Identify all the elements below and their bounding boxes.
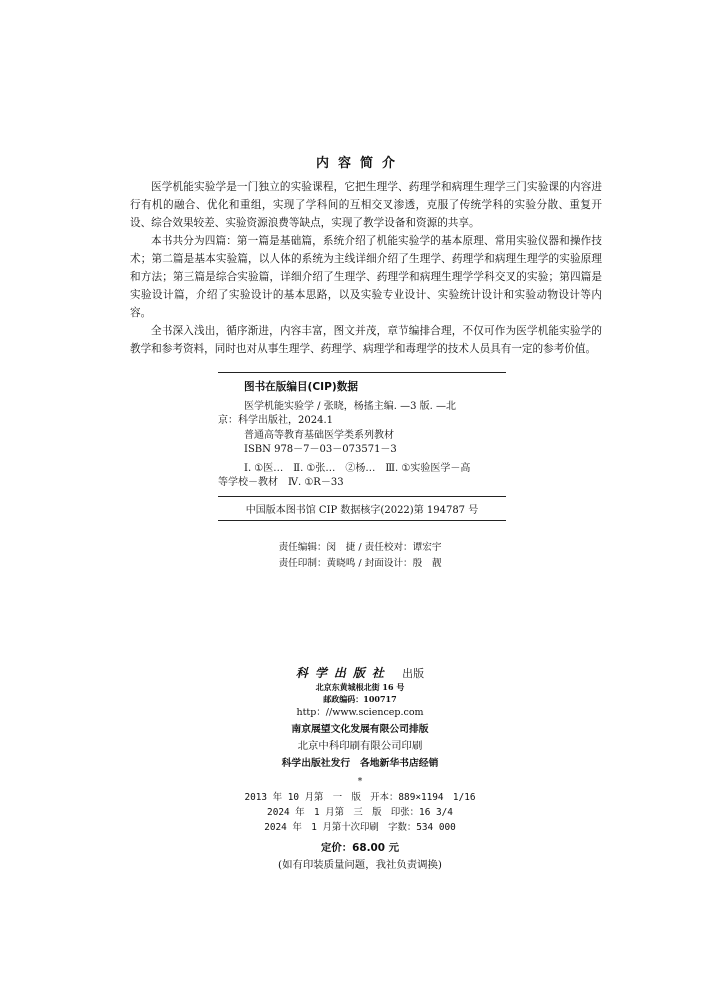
edition-row: 2024 年 1 月第十次印刷 字数：534 000 (264, 822, 456, 833)
separator-star: * (357, 777, 363, 787)
cip-line: 普通高等教育基础医学类系列教材 (244, 429, 394, 441)
cip-block (218, 372, 506, 521)
intro-paragraph: 全书深入浅出，循序渐进，内容丰富，图文并茂，章节编排合理，不仅可作为医学机能实验学的教学和参考资料，同时也对从事生理学、药理学、病理学和毒理学的技术人员具有一定的参考价值。 (130, 325, 602, 355)
printer: 北京中科印刷有限公司印刷 (297, 740, 423, 752)
price: 定价：68.00 元 (320, 842, 400, 854)
cip-mid-rule (218, 496, 506, 497)
intro-text (130, 178, 602, 358)
typesetter: 南京展望文化发展有限公司排版 (291, 724, 429, 735)
cip-number: 中国版本图书馆 CIP 数据核字(2022)第 194787 号 (245, 505, 479, 517)
intro-paragraph: 本书共分为四篇：第一篇是基础篇，系统介绍了机能实验学的基本原理、常用实验仪器和操作技术；第二篇是基本实验篇，以人体的系统为主线详细介绍了生理学、药理学和病理生理学的实验原理和方法；第三篇是综合实验篇，详细介绍了生理学、药理学和病理生理学学科交叉的实验；第四篇是实验设计篇，介绍了实验设计的基本思路，以及实验专业设计、实验统计设计和实验动物设计等内容。 (130, 235, 602, 319)
credits-line: 责任编辑：闵 捷 / 责任校对：谭宏宇 (278, 542, 442, 553)
cip-top-rule (218, 372, 506, 373)
cip-line: Ⅰ. ①医… Ⅱ. ①张… ②杨… Ⅲ. ①实验医学－高 (244, 462, 471, 474)
credits (0, 540, 720, 572)
distributor: 科学出版社发行 各地新华书店经销 (281, 758, 439, 769)
cip-bottom-rule (218, 520, 506, 521)
publisher-block (0, 664, 720, 788)
publisher-address: 北京东黄城根北街 16 号 (315, 682, 405, 692)
publisher-suffix: 出版 (402, 667, 425, 680)
intro-title: 内容简介 (315, 156, 404, 171)
cip-body (218, 400, 506, 490)
credits-line: 责任印制：黄晓鸣 / 封面设计：殷 靓 (278, 558, 442, 569)
quality-notice: (如有印装质量问题，我社负责调换) (278, 859, 442, 871)
cip-line: 等学校－教材 Ⅳ. ①R－33 (218, 477, 344, 489)
cip-line: ISBN 978－7－03－073571－3 (244, 444, 397, 456)
cip-line: 医学机能实验学 / 张晓，杨搖主编. —3 版. —北 (244, 401, 456, 412)
publisher-website: http：//www.sciencep.com (296, 707, 424, 718)
edition-info (0, 790, 720, 873)
intro-paragraph: 医学机能实验学是一门独立的实验课程，它把生理学、药理学和病理生理学三门实验课的内容进行有机的融合、优化和重组，实现了学科间的互相交叉渗透，克服了传统学科的实验分散、重复开设、综合效果较差、实验资源浪费等缺点，实现了教学设备和资源的共享。 (130, 181, 602, 229)
publisher-postcode: 邮政编码：100717 (323, 694, 397, 704)
cip-title: 图书在版编目(CIP)数据 (244, 381, 358, 393)
publisher-name-line (0, 664, 720, 681)
edition-row: 2013 年 10 月第 一 版 开本：889×1194 1/16 (244, 792, 476, 803)
publisher-name: 科学出版社 (295, 666, 391, 680)
cip-line: 京：科学出版社，2024.1 (218, 415, 333, 427)
edition-row: 2024 年 1 月第 三 版 印张：16 3/4 (267, 807, 453, 818)
